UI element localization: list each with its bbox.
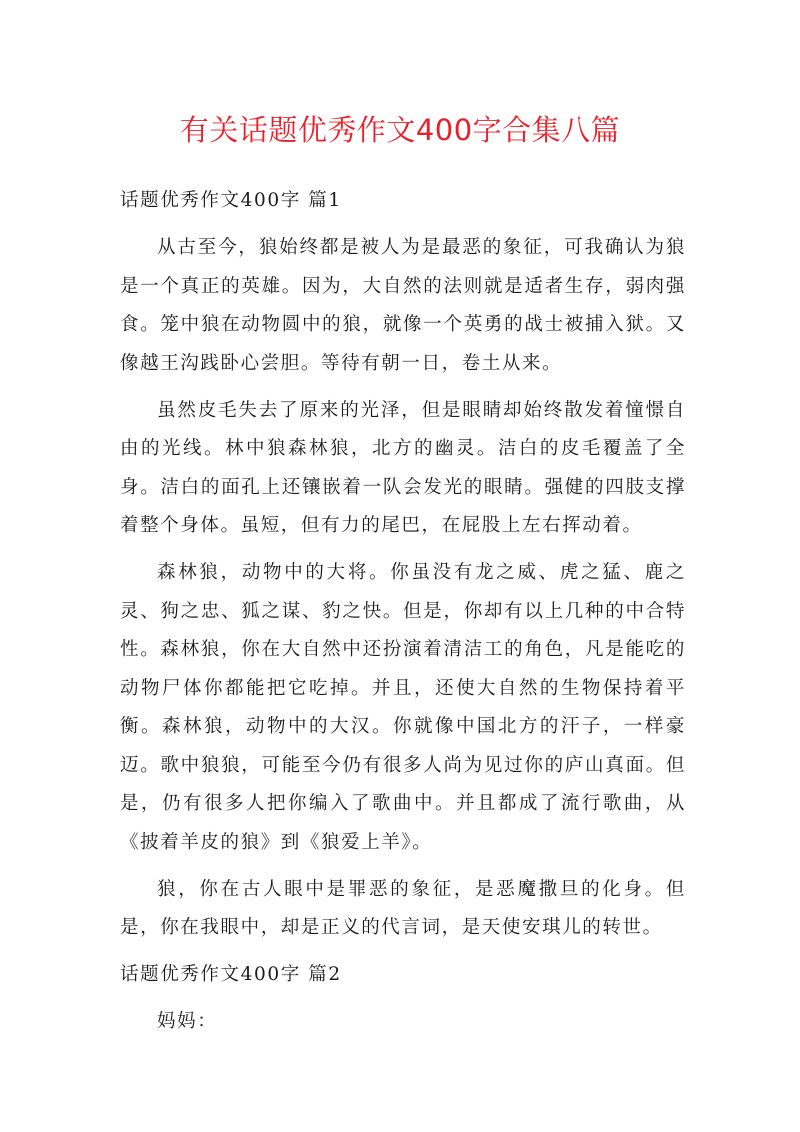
section-heading-2: 话题优秀作文400字 篇2	[120, 964, 342, 985]
paragraph-1-4: 狼，你在古人眼中是罪恶的象征，是恶魔撒旦的化身。但是，你在我眼中，却是正义的代言词，是天使安琪儿的转世。	[120, 878, 686, 938]
paragraph-1-2: 虽然皮毛失去了原来的光泽，但是眼睛却始终散发着憧憬自由的光线。林中狼森林狼，北方的幽灵。洁白的皮毛覆盖了全身。洁白的面孔上还镶嵌着一队会发光的眼睛。强健的四肢支撑着整个身体。虽短，但有力的尾巴，在屁股上左右挥动着。	[120, 399, 686, 536]
paragraph-1-3: 森林狼，动物中的大将。你虽没有龙之威、虎之猛、鹿之灵、狗之忠、狐之谋、豹之快。但是，你却有以上几种的中合特性。森林狼，你在大自然中还扮演着清洁工的角色，凡是能吃的动物尸体你都能把它吃掉。并且，还使大自然的生物保持着平衡。森林狼，动物中的大汉。你就像中国北方的汗子，一样豪迈。歌中狼狼，可能至今仍有很多人尚为见过你的庐山真面。但是，仍有很多人把你编入了歌曲中。并且都成了流行歌曲，从《披着羊皮的狼》到《狼爱上羊》。	[120, 562, 686, 853]
document-body	[120, 182, 686, 1042]
paragraph-1-1: 从古至今，狼始终都是被人为是最恶的象征，可我确认为狼是一个真正的英雄。因为，大自然的法则就是适者生存，弱肉强食。笼中狼在动物圆中的狼，就像一个英勇的战士被捕入狱。又像越王沟践卧心尝胆。等待有朝一日，卷土从来。	[120, 237, 686, 374]
paragraph-2-1: 妈妈：	[157, 1011, 218, 1032]
section-heading-1: 话题优秀作文400字 篇1	[120, 190, 342, 211]
document-title: 有关话题优秀作文400字合集八篇	[179, 113, 621, 147]
